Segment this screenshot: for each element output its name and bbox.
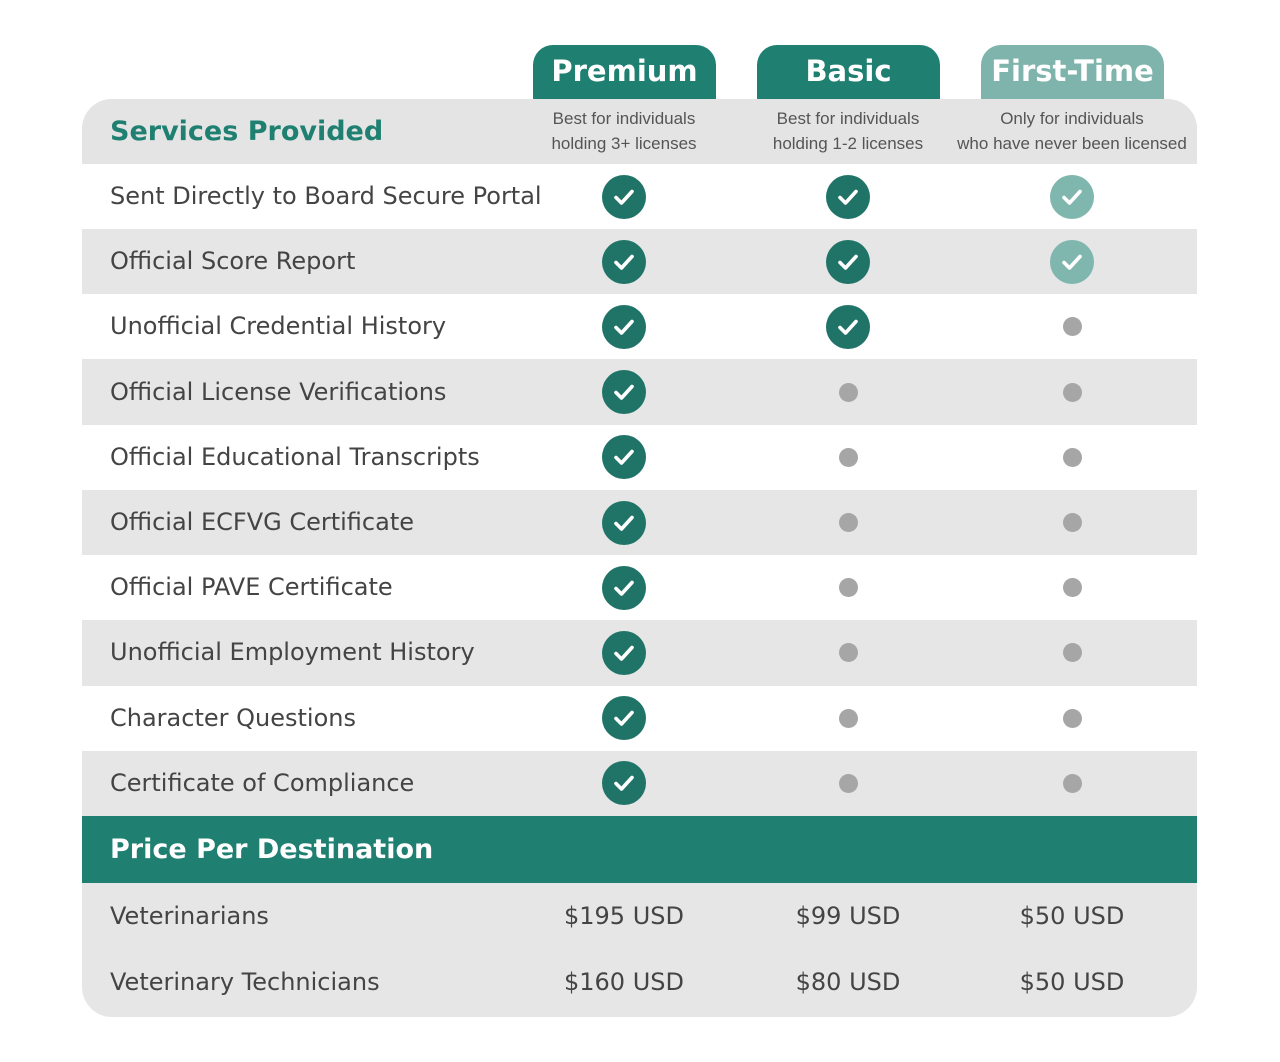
checkmark-icon <box>826 240 870 284</box>
checkmark-icon <box>1050 175 1094 219</box>
service-cell <box>798 164 898 229</box>
price-header <box>82 816 1197 883</box>
not-included-dot-icon <box>839 383 858 402</box>
price-value: $50 USD <box>1019 968 1125 996</box>
basic-desc-line2: holding 1-2 licenses <box>772 134 924 153</box>
table-row <box>82 555 1197 620</box>
price-row <box>82 883 1197 949</box>
checkmark-icon <box>602 370 646 414</box>
service-label: Official Educational Transcripts <box>110 442 480 471</box>
checkmark-icon <box>826 305 870 349</box>
price-row <box>82 949 1197 1015</box>
table-row <box>82 620 1197 685</box>
price-value: $195 USD <box>564 902 684 930</box>
table-row <box>82 294 1197 359</box>
service-cell <box>1022 425 1122 490</box>
service-cell <box>798 294 898 359</box>
checkmark-icon <box>602 761 646 805</box>
checkmark-icon <box>602 566 646 610</box>
checkmark-icon <box>602 305 646 349</box>
not-included-dot-icon <box>1063 709 1082 728</box>
not-included-dot-icon <box>1063 578 1082 597</box>
basic-description <box>728 106 968 156</box>
table-row <box>82 360 1197 425</box>
service-cell <box>1022 229 1122 294</box>
table-row <box>82 425 1197 490</box>
table-header <box>82 99 1197 164</box>
service-label: Unofficial Employment History <box>110 638 475 667</box>
checkmark-icon <box>602 240 646 284</box>
not-included-dot-icon <box>1063 317 1082 336</box>
not-included-dot-icon <box>839 513 858 532</box>
service-cell <box>574 360 674 425</box>
service-label: Sent Directly to Board Secure Portal <box>110 182 542 210</box>
service-cell <box>1022 294 1122 359</box>
service-label: Official Score Report <box>110 247 356 276</box>
service-label: Certificate of Compliance <box>110 768 415 797</box>
service-cell <box>798 425 898 490</box>
table-row <box>82 490 1197 555</box>
not-included-dot-icon <box>1063 383 1082 402</box>
services-title: Services Provided <box>110 116 384 147</box>
table-row <box>82 229 1197 294</box>
not-included-dot-icon <box>839 578 858 597</box>
price-row-label: Veterinary Technicians <box>110 968 380 996</box>
service-cell <box>574 751 674 816</box>
not-included-dot-icon <box>839 643 858 662</box>
premium-description <box>504 106 744 156</box>
service-cell <box>1022 620 1122 685</box>
service-cell <box>798 686 898 751</box>
not-included-dot-icon <box>1063 513 1082 532</box>
service-cell <box>798 620 898 685</box>
service-cell <box>574 229 674 294</box>
service-cell <box>574 490 674 555</box>
service-label: Official ECFVG Certificate <box>110 508 414 536</box>
service-cell <box>574 620 674 685</box>
service-cell <box>1022 555 1122 620</box>
checkmark-icon <box>602 501 646 545</box>
first-time-desc-line2: who have never been licensed <box>957 134 1187 153</box>
service-cell <box>798 229 898 294</box>
service-cell <box>1022 751 1122 816</box>
service-label: Character Questions <box>110 703 356 732</box>
service-label: Unofficial Credential History <box>110 312 447 341</box>
checkmark-icon <box>602 435 646 479</box>
checkmark-icon <box>602 696 646 740</box>
first-time-desc-line1: Only for individuals <box>1000 109 1144 128</box>
tab-first-time[interactable]: First-Time <box>981 45 1164 101</box>
service-cell <box>1022 490 1122 555</box>
first-time-description <box>952 106 1192 156</box>
table-row <box>82 686 1197 751</box>
service-cell <box>798 360 898 425</box>
price-value: $50 USD <box>1019 902 1125 930</box>
not-included-dot-icon <box>839 709 858 728</box>
checkmark-icon <box>602 175 646 219</box>
not-included-dot-icon <box>1063 774 1082 793</box>
price-value: $160 USD <box>564 968 684 996</box>
service-cell <box>574 555 674 620</box>
service-cell <box>798 490 898 555</box>
price-value: $99 USD <box>795 902 901 930</box>
comparison-table <box>82 99 1197 1017</box>
not-included-dot-icon <box>839 774 858 793</box>
price-title: Price Per Destination <box>110 834 434 865</box>
tab-basic[interactable]: Basic <box>757 45 940 101</box>
not-included-dot-icon <box>839 448 858 467</box>
service-cell <box>574 164 674 229</box>
service-cell <box>1022 164 1122 229</box>
checkmark-icon <box>602 631 646 675</box>
tab-premium[interactable]: Premium <box>533 45 716 101</box>
service-cell <box>1022 360 1122 425</box>
service-cell <box>798 751 898 816</box>
service-label: Official PAVE Certificate <box>110 573 393 602</box>
price-row-label: Veterinarians <box>110 902 269 930</box>
price-value: $80 USD <box>795 968 901 996</box>
table-row <box>82 751 1197 816</box>
table-row <box>82 164 1197 229</box>
premium-desc-line2: holding 3+ licenses <box>551 134 697 153</box>
checkmark-icon <box>826 175 870 219</box>
service-cell <box>574 686 674 751</box>
checkmark-icon <box>1050 240 1094 284</box>
service-cell <box>574 294 674 359</box>
service-label: Official License Verifications <box>110 377 447 406</box>
not-included-dot-icon <box>1063 448 1082 467</box>
not-included-dot-icon <box>1063 643 1082 662</box>
basic-desc-line1: Best for individuals <box>776 109 920 128</box>
premium-desc-line1: Best for individuals <box>552 109 696 128</box>
service-cell <box>798 555 898 620</box>
service-cell <box>1022 686 1122 751</box>
service-cell <box>574 425 674 490</box>
